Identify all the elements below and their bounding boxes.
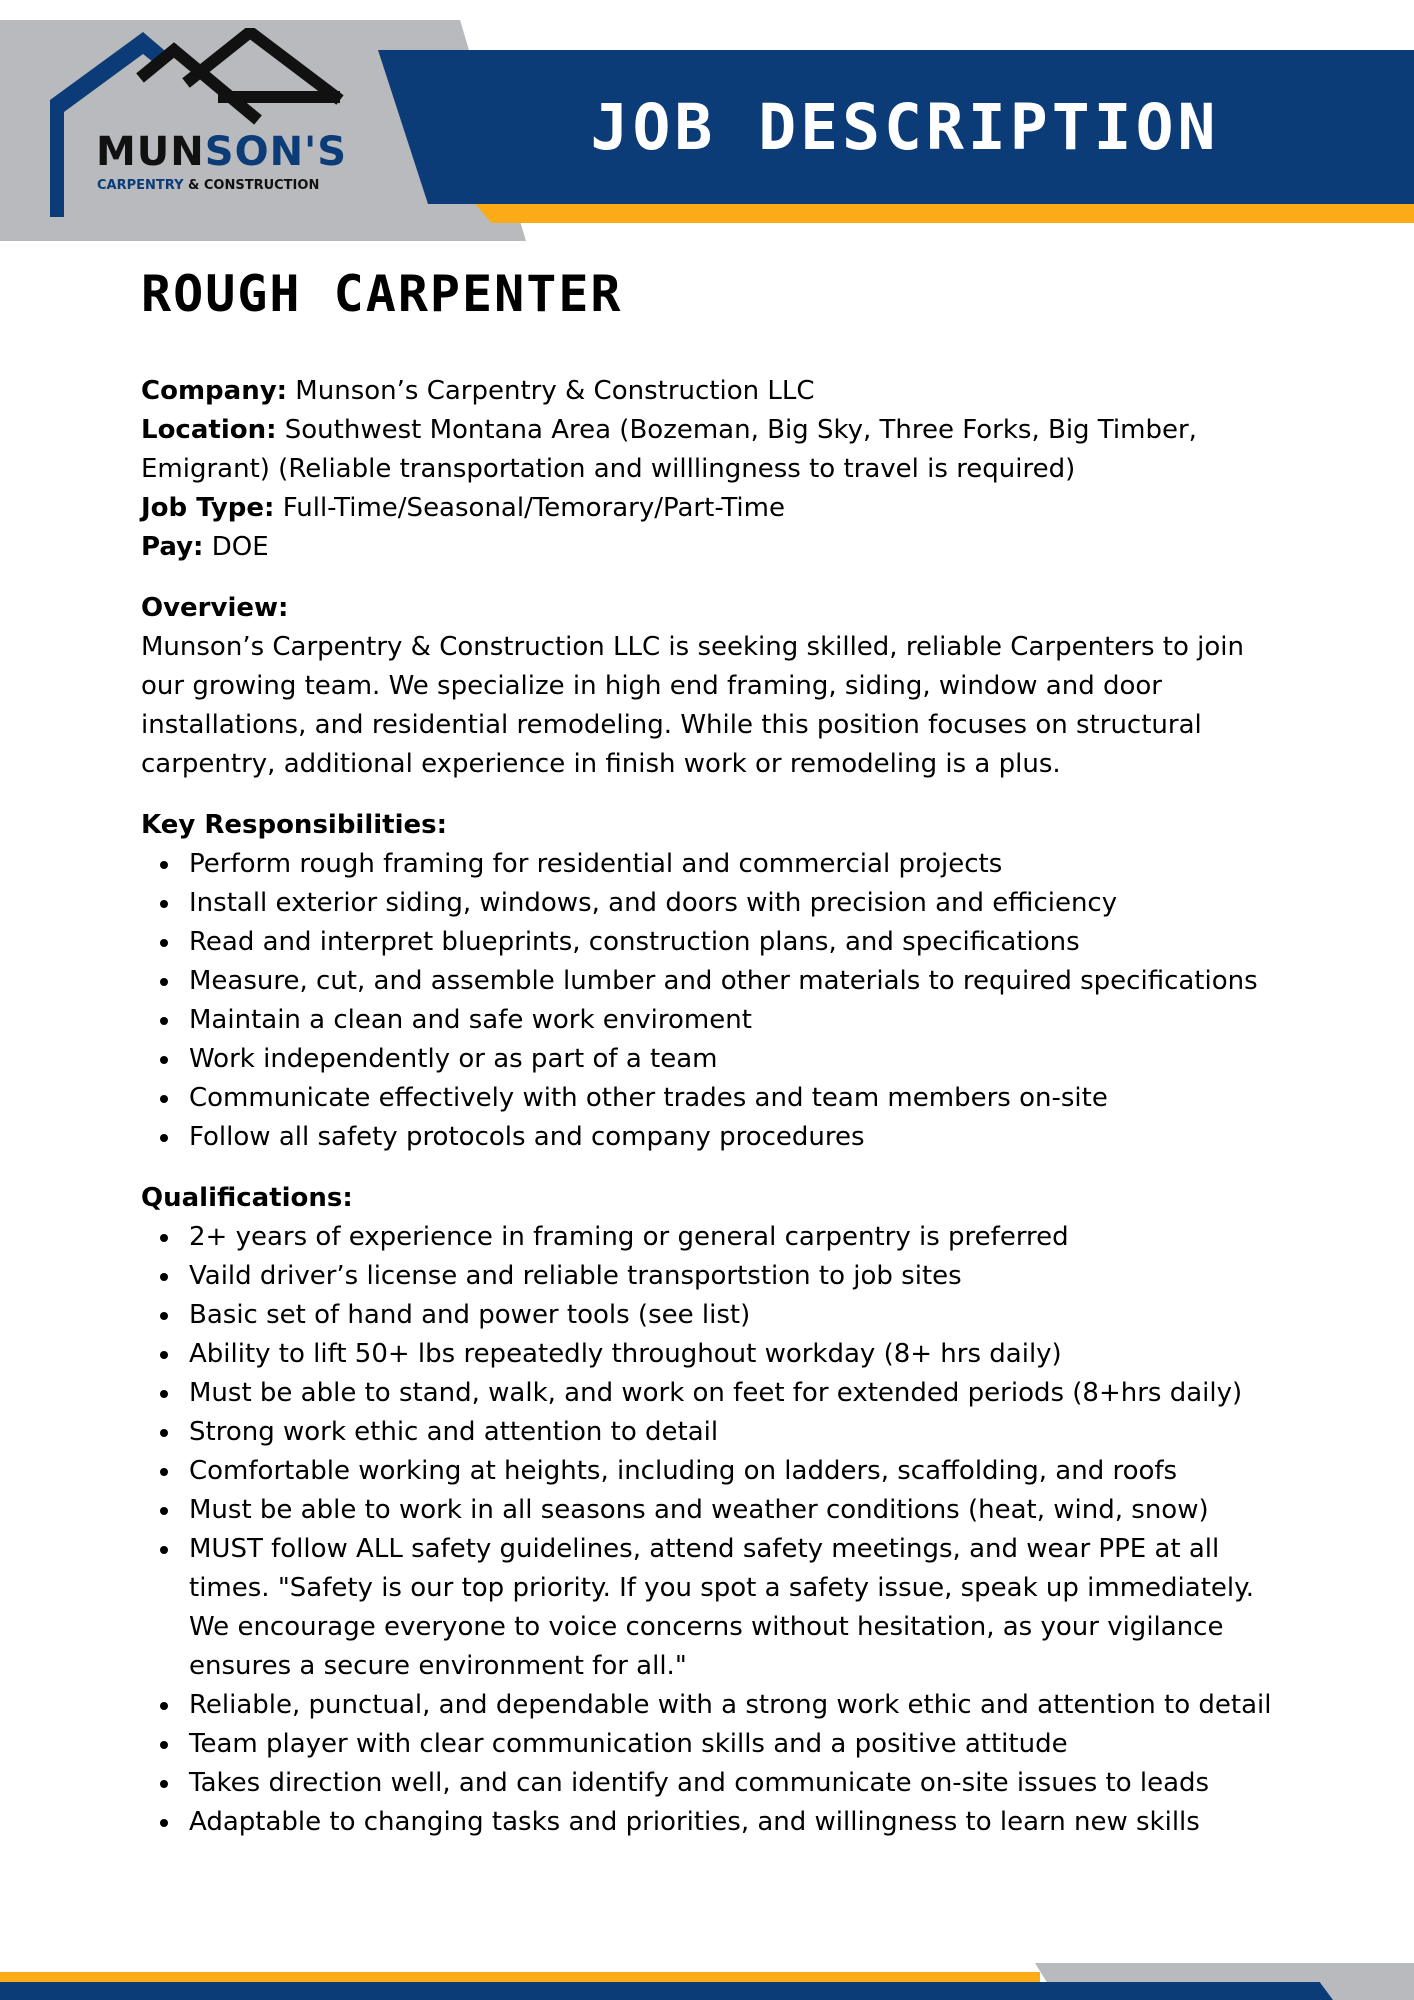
- list-item: Must be able to work in all seasons and weather conditions (heat, wind, snow): [141, 1491, 1291, 1530]
- list-item: Work independently or as part of a team: [141, 1040, 1291, 1079]
- detail-company: Company: Munson’s Carpentry & Construction LLC: [141, 376, 815, 406]
- overview-text: Munson’s Carpentry & Construction LLC is seeking skilled, reliable Carpenters to join our growing team. We specialize in high end framing, siding, window and door installations, and residential remodeling. While this position focuses on structural carpentry, additional experience in finish work or remodeling is a plus.: [141, 632, 1244, 779]
- logo-wordmark: MUNSON'S: [96, 129, 348, 175]
- list-item: Reliable, punctual, and dependable with a strong work ethic and attention to detail: [141, 1686, 1291, 1725]
- house-logo-icon: [50, 28, 390, 223]
- list-item: Communicate effectively with other trades and team members on-site: [141, 1079, 1291, 1118]
- list-item: Vaild driver’s license and reliable transportstion to job sites: [141, 1257, 1291, 1296]
- qualifications-section: [141, 1179, 1291, 1842]
- list-item: Follow all safety protocols and company procedures: [141, 1118, 1291, 1157]
- list-item: Takes direction well, and can identify and communicate on-site issues to leads: [141, 1764, 1291, 1803]
- footer-blue-band: [0, 1982, 1333, 2000]
- list-item: Team player with clear communication skills and a positive attitude: [141, 1725, 1291, 1764]
- qualifications-heading: Qualifications:: [141, 1183, 353, 1213]
- footer-orange-stripe: [0, 1972, 1040, 1982]
- logo-tagline: CARPENTRY & CONSTRUCTION: [97, 178, 320, 193]
- detail-job-type: Job Type: Full-Time/Seasonal/Temorary/Part-Time: [141, 493, 785, 523]
- list-item: Comfortable working at heights, including on ladders, scaffolding, and roofs: [141, 1452, 1291, 1491]
- list-item: Perform rough framing for residential and commercial projects: [141, 845, 1291, 884]
- job-title: ROUGH CARPENTER: [141, 265, 623, 323]
- list-item: Maintain a clean and safe work enviroment: [141, 1001, 1291, 1040]
- detail-pay: Pay: DOE: [141, 532, 269, 562]
- list-item: MUST follow ALL safety guidelines, attend safety meetings, and wear PPE at all times. "Safety is our top priority. If you spot a safety issue, speak up immediately. We encourage everyone to voice concerns without hesitation, as your vigilance ensures a secure environment for all.": [141, 1530, 1291, 1686]
- job-details: [141, 372, 1291, 567]
- document-body: [141, 258, 1291, 1842]
- list-item: Measure, cut, and assemble lumber and other materials to required specifications: [141, 962, 1291, 1001]
- overview-section: [141, 589, 1291, 784]
- responsibilities-list: [141, 845, 1291, 1157]
- list-item: Install exterior siding, windows, and doors with precision and efficiency: [141, 884, 1291, 923]
- header-title: JOB DESCRIPTION: [590, 90, 1220, 164]
- responsibilities-heading: Key Responsibilities:: [141, 810, 448, 840]
- list-item: 2+ years of experience in framing or general carpentry is preferred: [141, 1218, 1291, 1257]
- list-item: Read and interpret blueprints, construction plans, and specifications: [141, 923, 1291, 962]
- qualifications-list: [141, 1218, 1291, 1842]
- list-item: Basic set of hand and power tools (see list): [141, 1296, 1291, 1335]
- list-item: Must be able to stand, walk, and work on feet for extended periods (8+hrs daily): [141, 1374, 1291, 1413]
- list-item: Ability to lift 50+ lbs repeatedly throughout workday (8+ hrs daily): [141, 1335, 1291, 1374]
- list-item: Strong work ethic and attention to detail: [141, 1413, 1291, 1452]
- detail-location: Location: Southwest Montana Area (Bozeman, Big Sky, Three Forks, Big Timber, Emigrant) (Reliable transportation and willlingness to travel is required): [141, 415, 1197, 484]
- list-item: Adaptable to changing tasks and priorities, and willingness to learn new skills: [141, 1803, 1291, 1842]
- responsibilities-section: [141, 806, 1291, 1157]
- overview-heading: Overview:: [141, 593, 289, 623]
